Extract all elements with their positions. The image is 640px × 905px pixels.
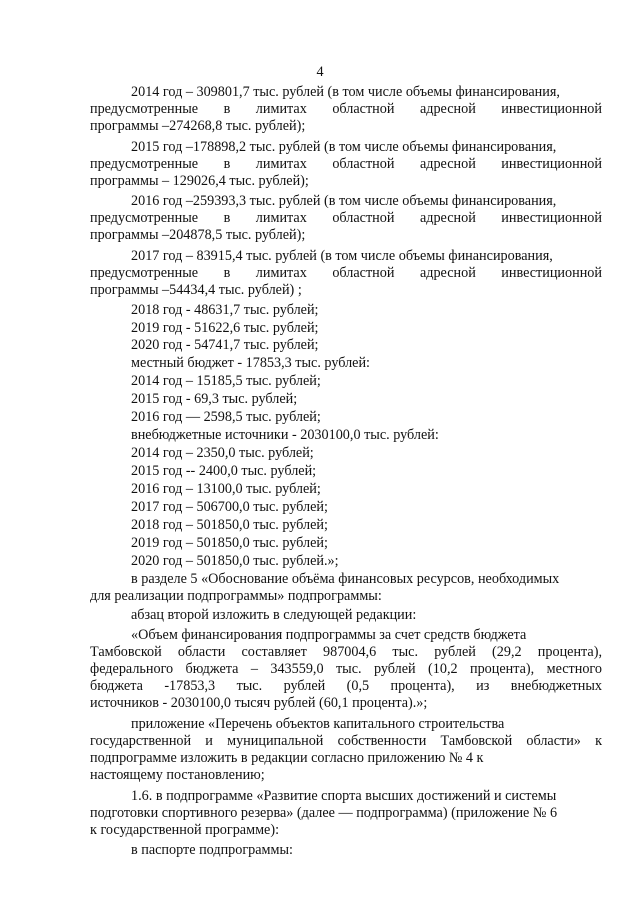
text-line: 2014 год – 309801,7 тыс. рублей (в том числе объемы финансирования,: [131, 84, 560, 100]
text-line: 2016 год –259393,3 тыс. рублей (в том числе объемы финансирования,: [131, 193, 557, 209]
text-line: государственной и муниципальной собственности Тамбовской области» к: [90, 733, 602, 749]
text-line: подпрограмме изложить в редакции согласно приложению № 4 к: [90, 750, 484, 766]
text-line: 2019 год – 501850,0 тыс. рублей;: [131, 535, 328, 551]
text-line: предусмотренные в лимитах областной адресной инвестиционной: [90, 101, 602, 117]
text-line: 2014 год – 15185,5 тыс. рублей;: [131, 373, 321, 389]
text-line: 2014 год – 2350,0 тыс. рублей;: [131, 445, 314, 461]
text-line: программы – 129026,4 тыс. рублей);: [90, 173, 309, 189]
text-line: программы –274268,8 тыс. рублей);: [90, 118, 306, 134]
text-line: 2019 год - 51622,6 тыс. рублей;: [131, 320, 319, 336]
text-line: Тамбовской области составляет 987004,6 тыс. рублей (29,2 процента),: [90, 644, 602, 660]
text-line: программы –204878,5 тыс. рублей);: [90, 227, 306, 243]
text-line: для реализации подпрограммы» подпрограммы:: [90, 588, 382, 604]
text-line: «Объем финансирования подпрограммы за счет средств бюджета: [131, 627, 527, 643]
text-line: программы –54434,4 тыс. рублей) ;: [90, 282, 302, 298]
text-line: 2020 год – 501850,0 тыс. рублей.»;: [131, 553, 339, 569]
text-line: приложение «Перечень объектов капитального строительства: [131, 716, 505, 732]
text-line: 2018 год - 48631,7 тыс. рублей;: [131, 302, 319, 318]
text-line: 2015 год -- 2400,0 тыс. рублей;: [131, 463, 317, 479]
text-line: предусмотренные в лимитах областной адресной инвестиционной: [90, 156, 602, 172]
text-line: подготовки спортивного резерва» (далее — подпрограмма) (приложение № 6: [90, 805, 558, 821]
text-line: внебюджетные источники - 2030100,0 тыс. рублей:: [131, 427, 439, 443]
text-line: к государственной программе):: [90, 822, 280, 838]
text-line: источников - 2030100,0 тысяч рублей (60,1 процента).»;: [90, 695, 428, 711]
text-line: бюджета -17853,3 тыс. рублей (0,5 процента), из внебюджетных: [90, 678, 602, 694]
text-line: местный бюджет - 17853,3 тыс. рублей:: [131, 355, 371, 371]
text-line: настоящему постановлению;: [90, 767, 265, 783]
text-line: предусмотренные в лимитах областной адресной инвестиционной: [90, 210, 602, 226]
text-line: 2017 год – 83915,4 тыс. рублей (в том числе объемы финансирования,: [131, 248, 553, 264]
text-line: абзац второй изложить в следующей редакции:: [131, 607, 417, 623]
text-line: в паспорте подпрограммы:: [131, 842, 293, 858]
text-line: 2017 год – 506700,0 тыс. рублей;: [131, 499, 328, 515]
text-line: 2018 год – 501850,0 тыс. рублей;: [131, 517, 328, 533]
text-line: 2020 год - 54741,7 тыс. рублей;: [131, 337, 319, 353]
text-line: предусмотренные в лимитах областной адресной инвестиционной: [90, 265, 602, 281]
text-line: 1.6. в подпрограмме «Развитие спорта высших достижений и системы: [131, 788, 557, 804]
text-line: 2016 год — 2598,5 тыс. рублей;: [131, 409, 321, 425]
text-line: 2015 год - 69,3 тыс. рублей;: [131, 391, 298, 407]
text-line: в разделе 5 «Обоснование объёма финансовых ресурсов, необходимых: [131, 571, 560, 587]
text-line: 2016 год – 13100,0 тыс. рублей;: [131, 481, 321, 497]
text-line: 2015 год –178898,2 тыс. рублей (в том числе объемы финансирования,: [131, 139, 557, 155]
text-line: федерального бюджета – 343559,0 тыс. рублей (10,2 процента), местного: [90, 661, 602, 677]
page-number: 4: [316, 64, 324, 80]
